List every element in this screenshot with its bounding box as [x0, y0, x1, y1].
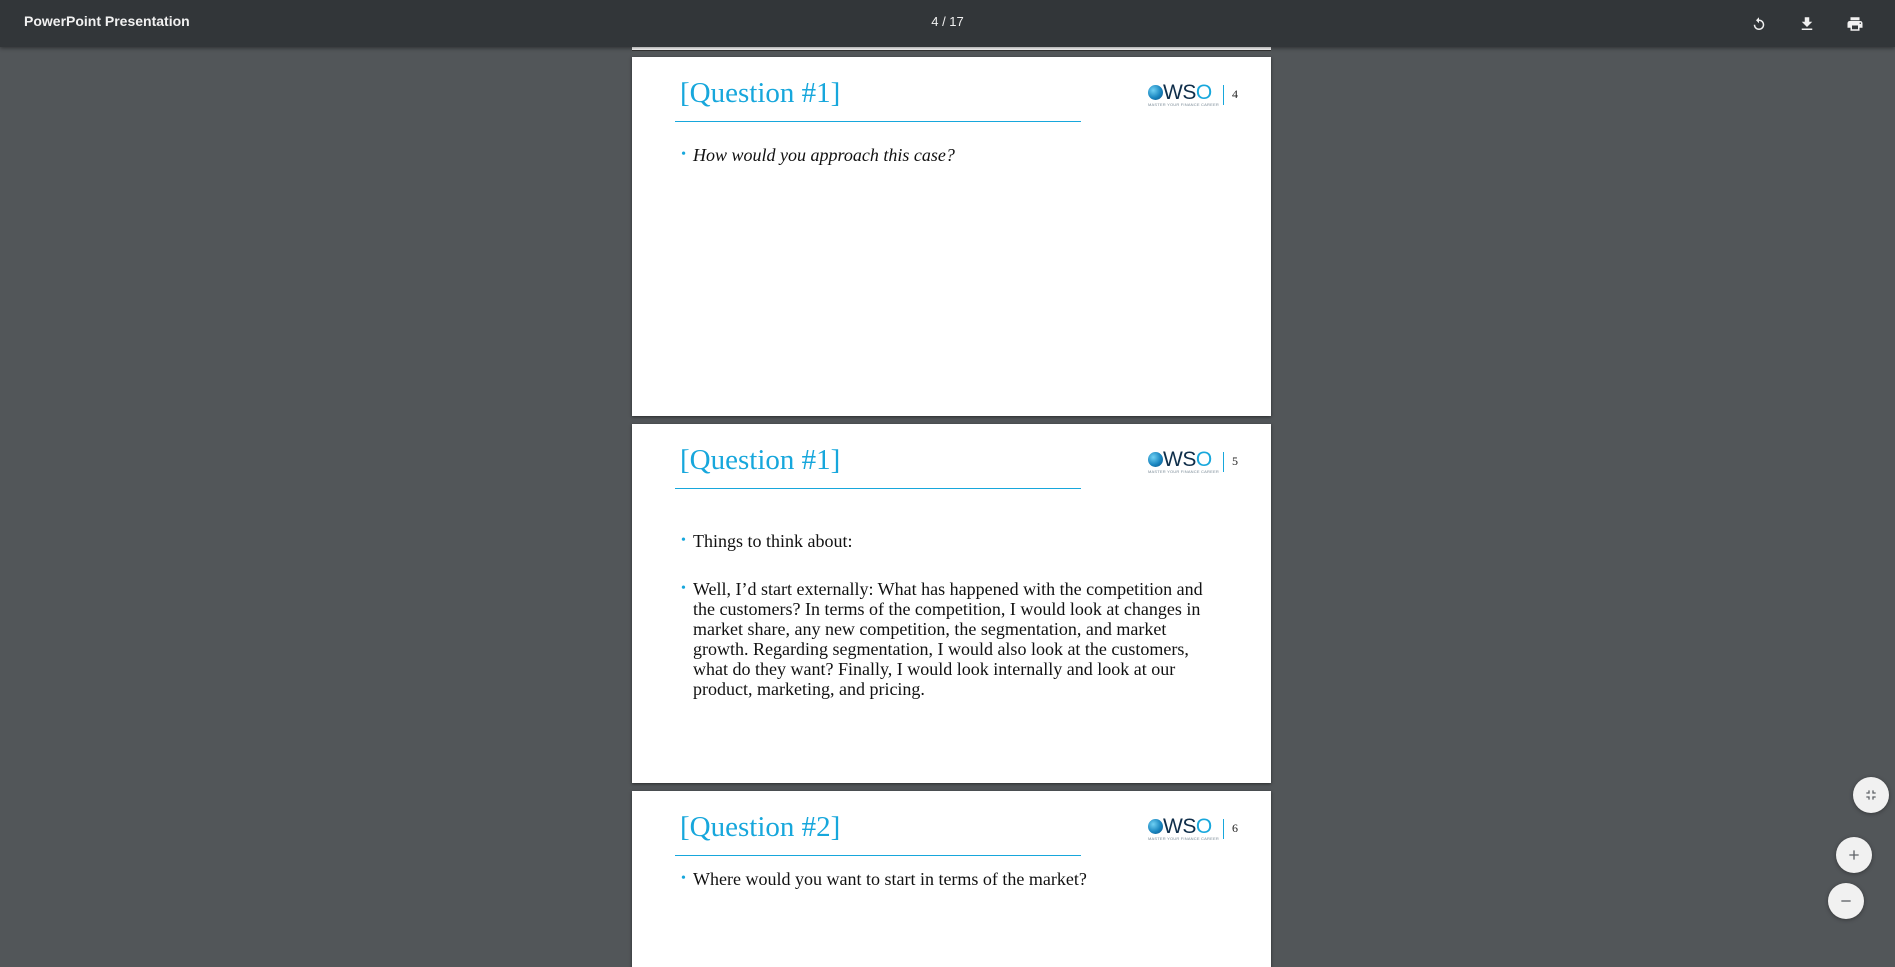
slide-number: 5	[1232, 454, 1238, 468]
logo-divider	[1223, 85, 1224, 105]
print-button[interactable]	[1839, 8, 1871, 40]
previous-page-edge	[632, 47, 1271, 51]
globe-icon	[1148, 452, 1163, 467]
logo-wordmark: WSO	[1163, 81, 1212, 104]
download-icon	[1798, 15, 1816, 33]
document-title: PowerPoint Presentation	[24, 13, 190, 29]
bullet-item: • Well, I’d start externally: What has happened with the competition and the customers? In terms of the competition, I would look at changes in market share, any new competition, the segmentation, and market growth. Regarding segmentation, I would also look at the customers, what do they want? Finally, I would look internally and look at our product, marketing, and pricing.	[681, 579, 1221, 699]
bullet-list	[681, 145, 1221, 165]
logo-tagline: MASTER YOUR FINANCE CAREER	[1148, 469, 1219, 474]
zoom-out-button[interactable]	[1828, 883, 1864, 919]
total-pages: 17	[949, 14, 964, 29]
bullet-list	[681, 531, 1221, 699]
fit-page-button[interactable]	[1853, 777, 1889, 813]
slide-page	[632, 424, 1271, 783]
rotate-icon	[1750, 15, 1768, 33]
title-underline	[675, 855, 1081, 856]
bullet-item: • Where would you want to start in terms of the market?	[681, 869, 1221, 889]
bullet-item: • How would you approach this case?	[681, 145, 1221, 165]
slide-page	[632, 57, 1271, 416]
slide-title: [Question #2]	[680, 811, 841, 843]
title-underline	[675, 121, 1081, 122]
logo-wordmark: WSO	[1163, 448, 1212, 471]
download-button[interactable]	[1791, 8, 1823, 40]
slide-title: [Question #1]	[680, 444, 841, 476]
page-indicator	[0, 14, 1895, 29]
wso-logo	[1148, 83, 1232, 109]
wso-logo	[1148, 450, 1232, 476]
logo-tagline: MASTER YOUR FINANCE CAREER	[1148, 102, 1219, 107]
pdf-toolbar	[0, 0, 1895, 47]
bullet-item: • Things to think about:	[681, 531, 1221, 551]
logo-tagline: MASTER YOUR FINANCE CAREER	[1148, 836, 1219, 841]
slide-title: [Question #1]	[680, 77, 841, 109]
title-underline	[675, 488, 1081, 489]
wso-logo	[1148, 817, 1232, 843]
logo-wordmark: WSO	[1163, 815, 1212, 838]
slide-page	[632, 791, 1271, 967]
zoom-out-icon	[1838, 893, 1854, 909]
zoom-in-button[interactable]	[1836, 837, 1872, 873]
bullet-list	[681, 869, 1221, 889]
document-viewer[interactable]	[0, 47, 1895, 967]
globe-icon	[1148, 819, 1163, 834]
print-icon	[1846, 15, 1864, 33]
page-separator: /	[938, 14, 950, 29]
rotate-button[interactable]	[1743, 8, 1775, 40]
globe-icon	[1148, 85, 1163, 100]
logo-divider	[1223, 452, 1224, 472]
zoom-in-icon	[1846, 847, 1862, 863]
fit-page-icon	[1863, 787, 1879, 803]
slide-number: 6	[1232, 821, 1238, 835]
slide-number: 4	[1232, 87, 1238, 101]
logo-divider	[1223, 819, 1224, 839]
current-page-number[interactable]: 4	[931, 14, 939, 29]
